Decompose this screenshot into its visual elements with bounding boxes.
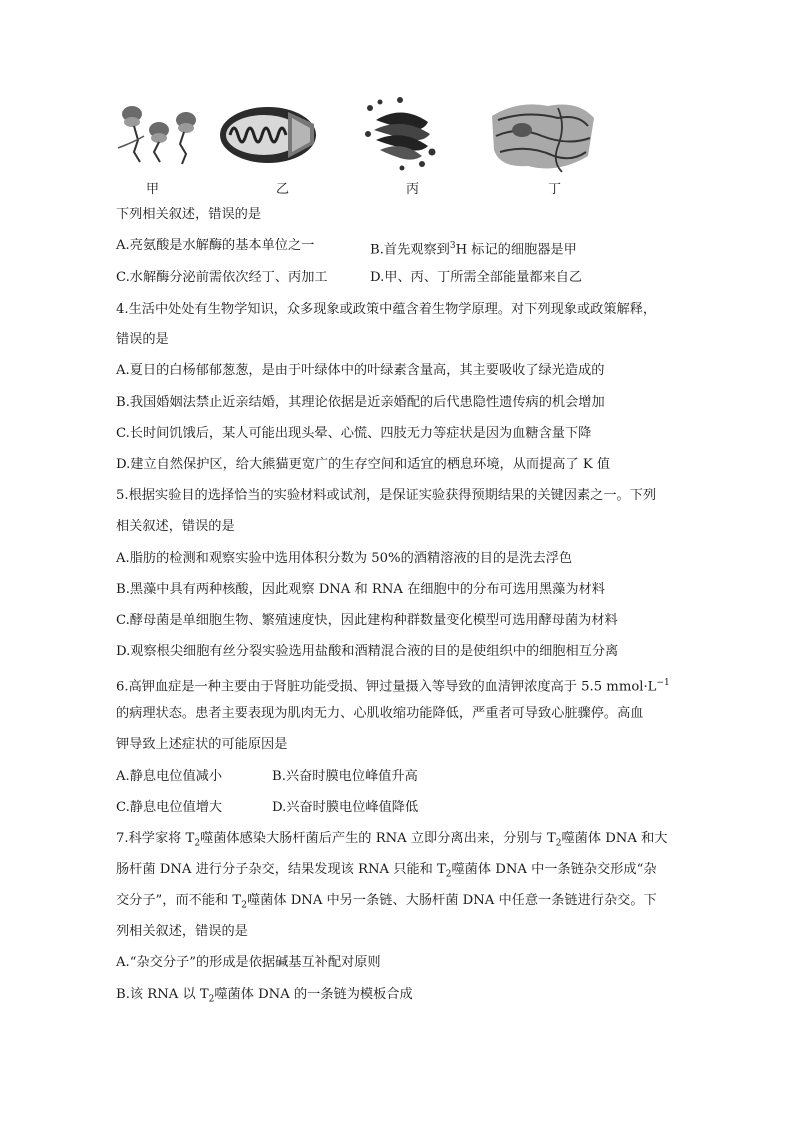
caption-jia: 甲 (146, 182, 160, 197)
q5-stem-line2: 相关叙述，错误的是 (116, 519, 235, 534)
golgi-figure (362, 94, 442, 174)
q5-option-d: D.观察根尖细胞有丝分裂实验选用盐酸和酒精混合液的目的是使组织中的细胞相互分离 (116, 644, 619, 659)
q6-option-c: C.静息电位值增大 (116, 800, 223, 815)
q5-stem-line1: 5.根据实验目的选择恰当的实验材料或试剂，是保证实验获得预期结果的关键因素之一。下列 (116, 488, 657, 503)
q4-option-b: B.我国婚姻法禁止近亲结婚，其理论依据是近亲婚配的后代患隐性遗传病的机会增加 (116, 395, 605, 410)
organelle-figures (110, 92, 630, 202)
q6-option-b: B.兴奋时膜电位峰值升高 (272, 769, 418, 784)
q5-option-a: A.脂肪的检测和观察实验中选用体积分数为 50%的酒精溶液的目的是洗去浮色 (116, 551, 573, 566)
q3-option-a: A.亮氨酸是水解酶的基本单位之一 (116, 238, 315, 253)
q3-stem: 下列相关叙述，错误的是 (116, 207, 262, 222)
q4-option-c: C.长时间饥饿后，某人可能出现头晕、心慌、四肢无力等症状是因为血糖含量下降 (116, 426, 592, 441)
caption-bing: 丙 (406, 182, 420, 197)
q6-stem-line1: 6.高钾血症是一种主要由于肾脏功能受损、钾过量摄入等导致的血清钾浓度高于 5.5 $mmol\cdot L^{-1}$ (116, 678, 670, 695)
q6-option-a: A.静息电位值减小 (116, 769, 223, 784)
q4-option-a: A.夏日的白杨郁郁葱葱，是由于叶绿体中的叶绿素含量高，其主要吸收了绿光造成的 (116, 363, 605, 378)
q3-option-c: C.水解酶分泌前需依次经丁、丙加工 (116, 270, 328, 285)
q6-option-d: D.兴奋时膜电位峰值降低 (272, 800, 419, 815)
ribosome-figure (114, 92, 204, 172)
q7-stem-line2: 肠杆菌 DNA 进行分子杂交，结果发现该 RNA 只能和 $T_2$噬菌体 DNA 中一条链杂交形成“杂 (116, 862, 657, 880)
q6-stem-line2: 的病理状态。患者主要表现为肌肉无力、心肌收缩功能降低，严重者可导致心脏骤停。高血 (116, 706, 644, 721)
endoplasmic-reticulum-figure (488, 96, 598, 176)
q7-stem-line1: 7.科学家将 $T_2$噬菌体感染大肠杆菌后产生的 RNA 立即分离出来，分别与 $T_2$噬菌体 DNA 和大 (116, 831, 668, 849)
q4-stem-line2: 错误的是 (116, 332, 169, 347)
caption-ding: 丁 (548, 182, 562, 197)
q7-stem-line3: 交分子”，而不能和 $T_2$噬菌体 DNA 中另一条链、大肠杆菌 DNA 中任意一条链进行杂交。下 (116, 893, 657, 911)
q5-option-b: B.黑藻中具有两种核酸，因此观察 DNA 和 RNA 在细胞中的分布可选用黑藻为材料 (116, 582, 605, 597)
q7-stem-line4: 列相关叙述，错误的是 (116, 924, 248, 939)
mitochondrion-figure (218, 104, 318, 166)
q5-option-c: C.酵母菌是单细胞生物、繁殖速度快，因此建构种群数量变化模型可选用酵母菌为材料 (116, 613, 618, 628)
q6-stem-line3: 钾导致上述症状的可能原因是 (116, 737, 288, 752)
q7-option-b: B.该 RNA 以 $T_2$噬菌体 DNA 的一条链为模板合成 (116, 987, 413, 1005)
caption-yi: 乙 (276, 182, 290, 197)
q3-option-d: D.甲、丙、丁所需全部能量都来自乙 (370, 270, 583, 285)
q4-option-d: D.建立自然保护区，给大熊猫更宽广的生存空间和适宜的栖息环境，从而提高了 K 值 (116, 457, 611, 472)
q3-option-b: B.首先观察到$^3$H 标记的细胞器是甲 (370, 241, 577, 258)
q7-option-a: A.“杂交分子”的形成是依据碱基互补配对原则 (116, 955, 381, 970)
q4-stem-line1: 4.生活中处处有生物学知识，众多现象或政策中蕴含着生物学原理。对下列现象或政策解释， (116, 302, 657, 317)
